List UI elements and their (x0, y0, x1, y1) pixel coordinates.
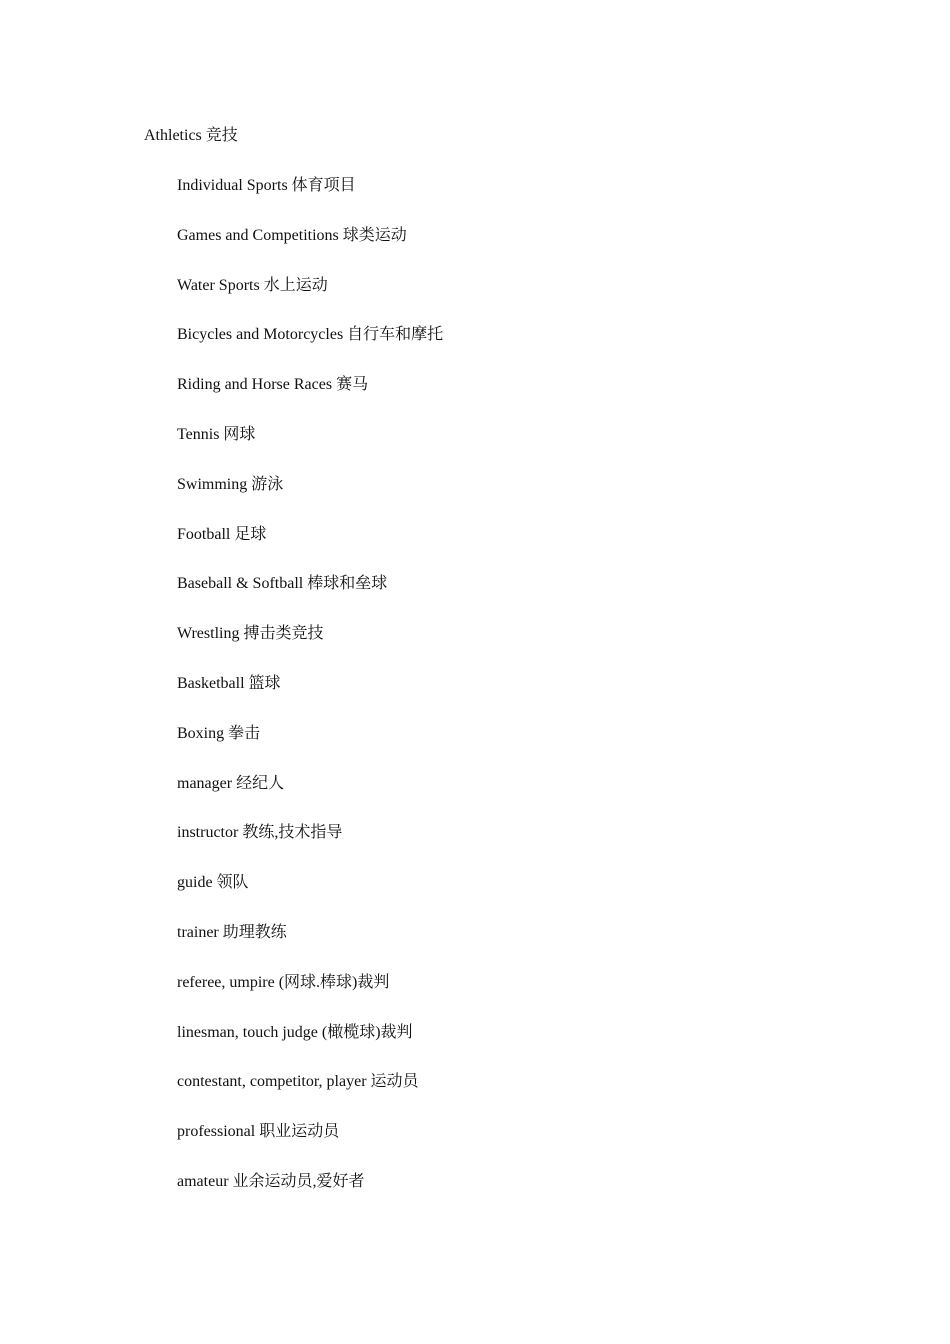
list-item: amateur 业余运动员,爱好者 (177, 1172, 365, 1190)
list-item: guide 领队 (177, 874, 249, 892)
list-item: Boxing 拳击 (177, 724, 261, 742)
list-item: Tennis 网球 (177, 425, 256, 443)
list-item: Wrestling 搏击类竞技 (177, 625, 324, 643)
list-item: Basketball 篮球 (177, 674, 281, 692)
section-heading: Athletics 竞技 (144, 127, 238, 144)
list-item: Games and Competitions 球类运动 (177, 226, 407, 244)
list-item: Individual Sports 体育项目 (177, 177, 356, 194)
list-item: professional 职业运动员 (177, 1123, 340, 1141)
list-item: Football 足球 (177, 525, 267, 543)
list-item: Swimming 游泳 (177, 475, 284, 493)
list-item: contestant, competitor, player 运动员 (177, 1073, 419, 1091)
list-item: instructor 教练,技术指导 (177, 824, 343, 842)
list-item: Baseball & Softball 棒球和垒球 (177, 575, 388, 593)
list-item: Riding and Horse Races 赛马 (177, 376, 369, 394)
list-item: manager 经纪人 (177, 774, 285, 792)
list-item: referee, umpire (网球.棒球)裁判 (177, 973, 390, 991)
list-item: Water Sports 水上运动 (177, 276, 328, 294)
term-list (177, 175, 443, 1221)
list-item: Bicycles and Motorcycles 自行车和摩托 (177, 326, 444, 344)
list-item: trainer 助理教练 (177, 923, 287, 941)
list-item: linesman, touch judge (橄榄球)裁判 (177, 1023, 413, 1041)
